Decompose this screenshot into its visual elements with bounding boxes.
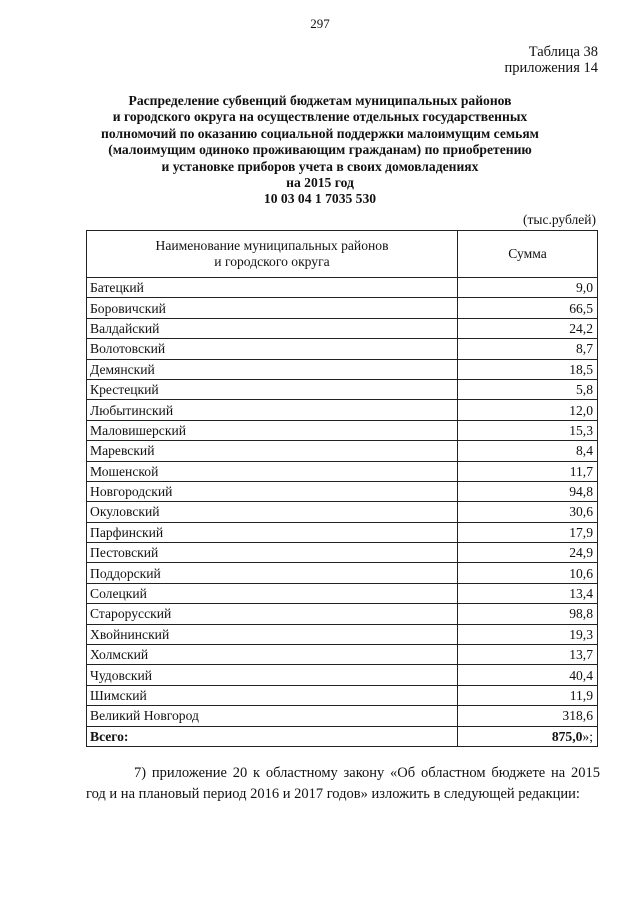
- distribution-table: [86, 230, 598, 747]
- district-name-cell: Боровичский: [87, 298, 458, 318]
- district-name-cell: Окуловский: [87, 502, 458, 522]
- title-line: (малоимущим одиноко проживающим гражданам) по приобретению: [108, 142, 532, 158]
- district-name-cell: Хвойнинский: [87, 624, 458, 644]
- table-row: [87, 400, 598, 420]
- district-name-cell: Солецкий: [87, 583, 458, 603]
- table-row: [87, 583, 598, 603]
- district-sum-cell: 66,5: [458, 298, 598, 318]
- district-sum-cell: 19,3: [458, 624, 598, 644]
- total-label-cell: Всего:: [87, 726, 458, 746]
- district-name-cell: Старорусский: [87, 604, 458, 624]
- district-sum-cell: 13,7: [458, 645, 598, 665]
- table-row: [87, 420, 598, 440]
- table-body: [87, 278, 598, 747]
- table-ref-line2: приложения 14: [504, 60, 598, 76]
- table-row: [87, 706, 598, 726]
- district-sum-cell: 8,4: [458, 441, 598, 461]
- district-name-cell: Новгородский: [87, 481, 458, 501]
- table-ref-line1: Таблица 38: [528, 44, 598, 60]
- table-row: [87, 278, 598, 298]
- district-name-cell: Демянский: [87, 359, 458, 379]
- table-row: [87, 543, 598, 563]
- district-sum-cell: 12,0: [458, 400, 598, 420]
- table-row: [87, 645, 598, 665]
- district-name-cell: Валдайский: [87, 318, 458, 338]
- district-name-cell: Волотовский: [87, 339, 458, 359]
- table-row: [87, 665, 598, 685]
- table-row: [87, 481, 598, 501]
- district-name-cell: Крестецкий: [87, 379, 458, 399]
- district-name-cell: Маревский: [87, 441, 458, 461]
- district-sum-cell: 8,7: [458, 339, 598, 359]
- district-sum-cell: 94,8: [458, 481, 598, 501]
- district-sum-cell: 18,5: [458, 359, 598, 379]
- table-row: [87, 624, 598, 644]
- unit-label: (тыс.рублей): [523, 212, 596, 227]
- table-row: [87, 441, 598, 461]
- table-row: [87, 318, 598, 338]
- district-sum-cell: 318,6: [458, 706, 598, 726]
- district-sum-cell: 11,7: [458, 461, 598, 481]
- table-row: [87, 604, 598, 624]
- district-name-cell: Любытинский: [87, 400, 458, 420]
- district-sum-cell: 9,0: [458, 278, 598, 298]
- district-sum-cell: 24,2: [458, 318, 598, 338]
- district-sum-cell: 24,9: [458, 543, 598, 563]
- table-header-row: [87, 231, 598, 278]
- district-sum-cell: 30,6: [458, 502, 598, 522]
- title-line: и установке приборов учета в своих домовладениях: [161, 158, 479, 174]
- district-sum-cell: 11,9: [458, 685, 598, 705]
- table-row: [87, 339, 598, 359]
- district-name-cell: Пестовский: [87, 543, 458, 563]
- title-line: и городского округа на осуществление отдельных государственных: [112, 109, 528, 125]
- closing-quote-suffix: »;: [582, 728, 593, 744]
- district-name-cell: Великий Новгород: [87, 706, 458, 726]
- table-reference: [505, 44, 598, 76]
- table-row: [87, 461, 598, 481]
- district-name-cell: Холмский: [87, 645, 458, 665]
- total-row: [87, 726, 598, 746]
- table-row: [87, 379, 598, 399]
- table-row: [87, 522, 598, 542]
- table-row: [87, 359, 598, 379]
- title-line: Распределение субвенций бюджетам муниципальных районов: [128, 93, 512, 108]
- table-row: [87, 298, 598, 318]
- district-sum-cell: 13,4: [458, 583, 598, 603]
- district-name-cell: Парфинский: [87, 522, 458, 542]
- page-number: 297: [310, 16, 330, 31]
- header-name-line1: Наименование муниципальных районов: [155, 238, 389, 253]
- budget-code: 10 03 04 1 7035 530: [263, 191, 377, 207]
- header-name-line2: и городского округа: [214, 254, 330, 269]
- total-sum-value: 875,0: [551, 728, 583, 744]
- title-line: на 2015 год: [286, 175, 354, 191]
- district-name-cell: Поддорский: [87, 563, 458, 583]
- district-sum-cell: 15,3: [458, 420, 598, 440]
- header-sum-column: Сумма: [458, 231, 598, 278]
- district-name-cell: Батецкий: [87, 278, 458, 298]
- district-sum-cell: 17,9: [458, 522, 598, 542]
- table-row: [87, 685, 598, 705]
- district-name-cell: Чудовский: [87, 665, 458, 685]
- district-sum-cell: 98,8: [458, 604, 598, 624]
- footer-paragraph-text: 7) приложение 20 к областному закону «Об областном бюджете на 2015 год и на плановый период 2016 и 2017 годов» изложить в следующей редакции:: [86, 765, 600, 802]
- footer-paragraph: [86, 763, 600, 805]
- district-sum-cell: 5,8: [458, 379, 598, 399]
- header-name-column: [87, 231, 458, 278]
- total-sum-cell: [458, 726, 598, 746]
- district-sum-cell: 40,4: [458, 665, 598, 685]
- district-sum-cell: 10,6: [458, 563, 598, 583]
- title-line: полномочий по оказанию социальной поддержки малоимущим семьям: [101, 125, 539, 141]
- table-row: [87, 563, 598, 583]
- table-row: [87, 502, 598, 522]
- district-name-cell: Маловишерский: [87, 420, 458, 440]
- document-title: [60, 93, 580, 208]
- district-name-cell: Шимский: [87, 685, 458, 705]
- district-name-cell: Мошенской: [87, 461, 458, 481]
